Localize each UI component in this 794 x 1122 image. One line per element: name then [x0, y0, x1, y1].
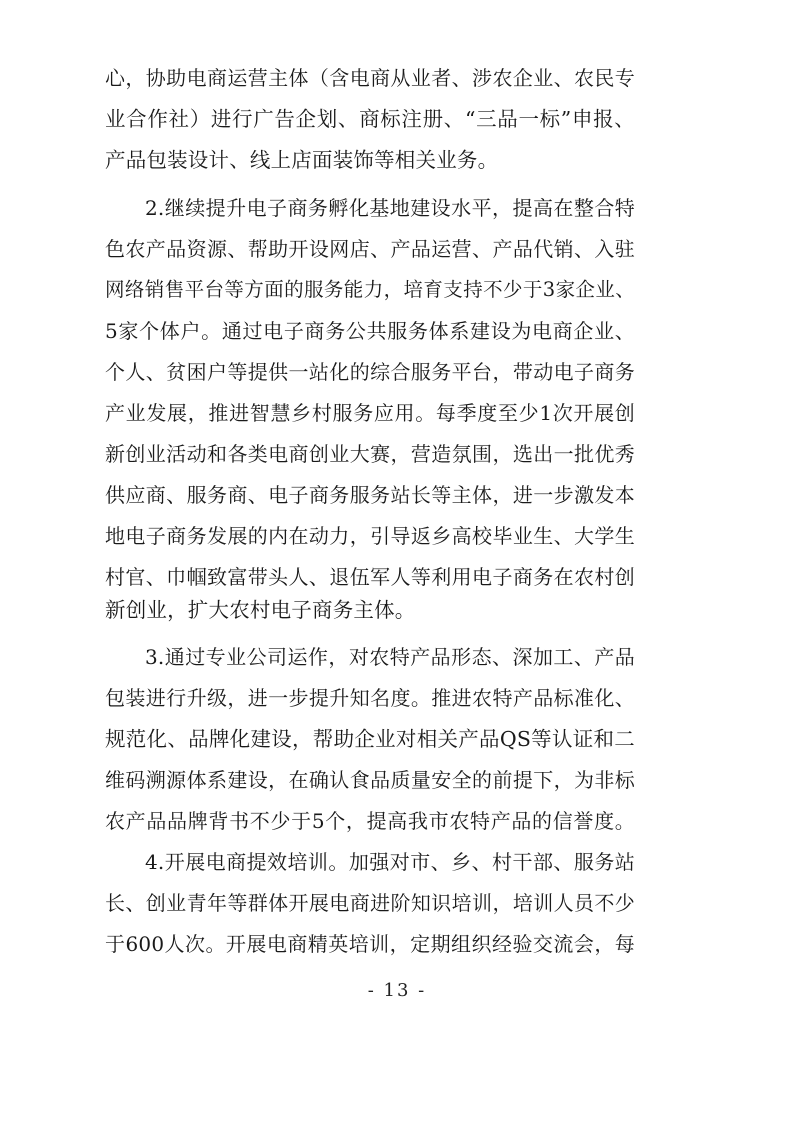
text-line-22: 于600人次。开展电商精英培训，定期组织经验交流会，每	[105, 932, 635, 956]
text-line-1: 心，协助电商运营主体（含电商从业者、涉农企业、农民专	[105, 66, 635, 90]
page-number: - 13 -	[367, 980, 427, 1001]
text-line-10: 新创业活动和各类电商创业大赛，营造氛围，选出一批优秀	[105, 442, 635, 466]
text-line-18: 维码溯源体系建设，在确认食品质量安全的前提下，为非标	[105, 768, 635, 792]
text-line-21: 长、创业青年等群体开展电商进阶知识培训，培训人员不少	[105, 891, 635, 915]
text-line-6: 网络销售平台等方面的服务能力，培育支持不少于3家企业、	[105, 278, 635, 301]
text-line-15: 3.通过专业公司运作，对农特产品形态、深加工、产品	[145, 645, 635, 669]
text-line-11: 供应商、服务商、电子商务服务站长等主体，进一步激发本	[105, 483, 635, 507]
text-line-2: 业合作社）进行广告企划、商标注册、“三品一标”申报、	[105, 107, 635, 131]
text-line-17: 规范化、品牌化建设，帮助企业对相关产品QS等认证和二	[105, 727, 635, 751]
text-line-7: 5家个体户。通过电子商务公共服务体系建设为电商企业、	[105, 319, 635, 343]
text-line-3: 产品包装设计、线上店面装饰等相关业务。	[105, 148, 499, 172]
text-line-9: 产业发展，推进智慧乡村服务应用。每季度至少1次开展创	[105, 401, 635, 425]
text-line-4: 2.继续提升电子商务孵化基地建设水平，提高在整合特	[145, 196, 635, 220]
text-line-5: 色农产品资源、帮助开设网店、产品运营、产品代销、入驻	[105, 237, 635, 261]
text-line-19: 农产品品牌背书不少于5个，提高我市农特产品的信誉度。	[105, 809, 635, 833]
text-line-14: 新创业，扩大农村电子商务主体。	[105, 598, 416, 622]
text-line-12: 地电子商务发展的内在动力，引导返乡高校毕业生、大学生	[105, 524, 635, 548]
text-line-13: 村官、巾帼致富带头人、退伍军人等利用电子商务在农村创	[105, 565, 635, 589]
text-line-20: 4.开展电商提效培训。加强对市、乡、村干部、服务站	[145, 850, 635, 874]
text-line-16: 包装进行升级，进一步提升知名度。推进农特产品标准化、	[105, 686, 635, 710]
text-line-8: 个人、贫困户等提供一站化的综合服务平台，带动电子商务	[105, 360, 635, 384]
